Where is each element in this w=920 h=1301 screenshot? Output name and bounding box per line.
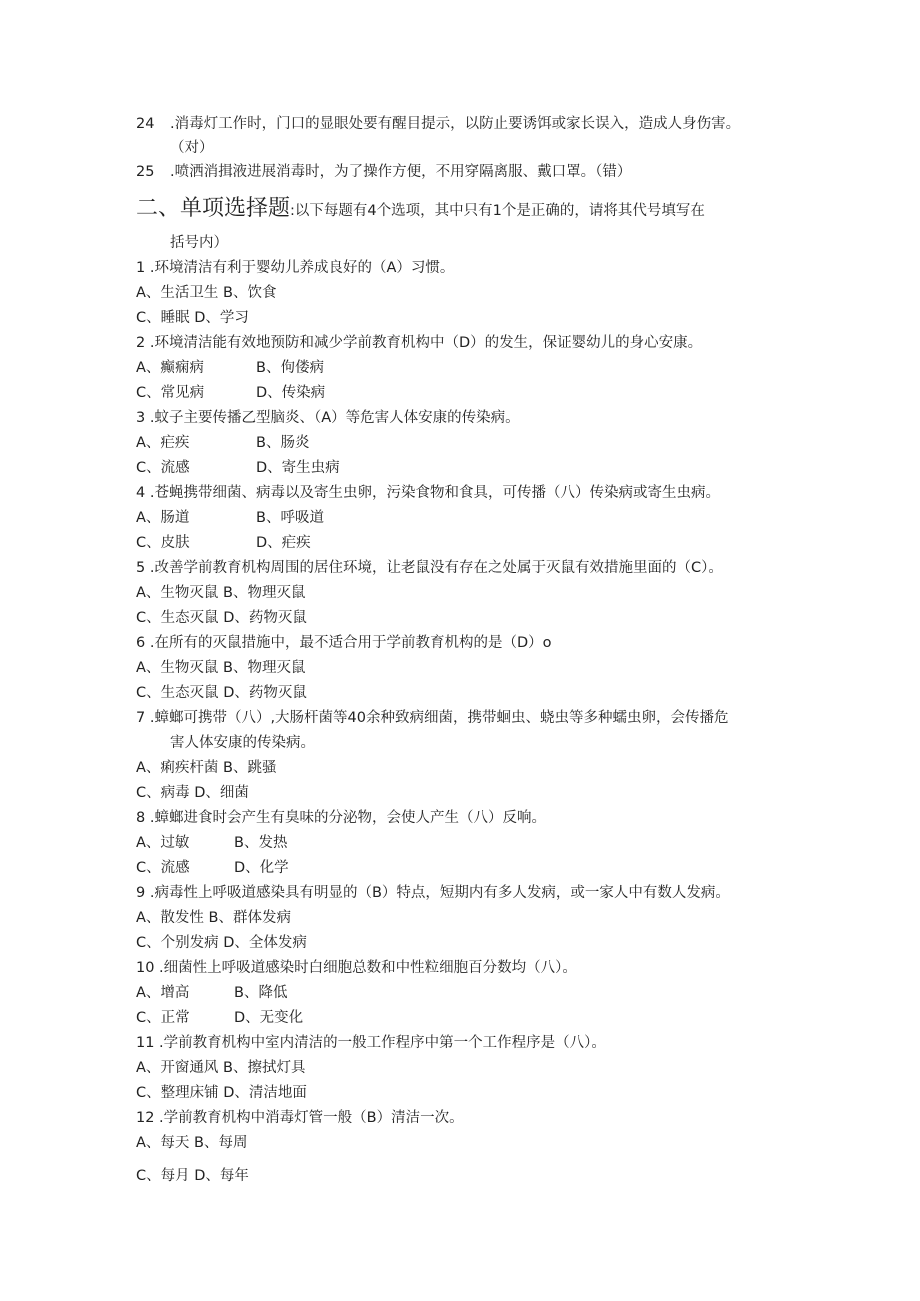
tf-text: .消毒灯工作时，门口的显眼处要有醒目提示，以防止要诱饵或家长误入，造成人身伤害。 xyxy=(170,116,741,132)
options-row: C、每月 D、每年 xyxy=(136,1168,249,1184)
question-7: 7 .蟑螂可携带（八）,大肠杆菌等40余种致病细菌，携带蛔虫、蛲虫等多种蠕虫卵，会传播危 xyxy=(136,710,729,726)
tf-number: 25 xyxy=(136,164,155,180)
options-row: A、生活卫生 B、饮食 xyxy=(136,285,277,301)
tf-item-24-answer: （对） xyxy=(170,140,214,156)
question-9: 9 .病毒性上呼吸道感染具有明显的（B）特点，短期内有多人发病，或一家人中有数人发病。 xyxy=(136,885,730,901)
options-row: C、生态灭鼠 D、药物灭鼠 xyxy=(136,610,307,626)
option-d: D、疟疾 xyxy=(256,535,311,551)
option-d: D、寄生虫病 xyxy=(256,460,340,476)
question-4: 4 .苍蝇携带细菌、病毒以及寄生虫卵，污染食物和食具，可传播（八）传染病或寄生虫病。 xyxy=(136,485,720,501)
question-10: 10 .细菌性上呼吸道感染时白细胞总数和中性粒细胞百分数均（八）。 xyxy=(136,960,577,976)
section-description-cont: 括号内） xyxy=(170,235,228,251)
options-row xyxy=(136,1008,303,1028)
option-b: B、佝偻病 xyxy=(256,360,324,376)
options-row: A、生物灭鼠 B、物理灭鼠 xyxy=(136,585,306,601)
option-c: C、流感 xyxy=(136,460,190,476)
options-row: C、睡眠 D、学习 xyxy=(136,310,249,326)
question-7-cont: 害人体安康的传染病。 xyxy=(170,735,315,751)
option-b: B、发热 xyxy=(234,835,288,851)
section-heading xyxy=(136,196,705,222)
options-row: C、生态灭鼠 D、药物灭鼠 xyxy=(136,685,307,701)
option-c: C、正常 xyxy=(136,1010,190,1026)
question-12: 12 .学前教育机构中消毒灯管一般（B）清洁一次。 xyxy=(136,1110,464,1126)
options-row xyxy=(136,358,324,378)
option-b: B、肠炎 xyxy=(256,435,310,451)
question-1: 1 .环境清洁有利于婴幼儿养成良好的（A）习惯。 xyxy=(136,260,455,276)
options-row xyxy=(136,458,340,478)
option-d: D、传染病 xyxy=(256,385,326,401)
option-c: C、常见病 xyxy=(136,385,205,401)
options-row xyxy=(136,433,309,453)
question-3: 3 .蚊子主要传播乙型脑炎、（A）等危害人体安康的传染病。 xyxy=(136,410,520,426)
tf-item-25 xyxy=(136,162,631,182)
option-a: A、过敏 xyxy=(136,835,190,851)
section-title: 单项选择题 xyxy=(180,196,291,221)
question-6: 6 .在所有的灭鼠措施中，最不适合用于学前教育机构的是（D）o xyxy=(136,635,552,651)
tf-item-24 xyxy=(136,114,740,134)
options-row: C、病毒 D、细菌 xyxy=(136,785,249,801)
option-c: C、皮肤 xyxy=(136,535,190,551)
tf-text: .喷洒消揖液进展消毒时，为了操作方便，不用穿隔离服、戴口罩。（错） xyxy=(170,164,632,180)
options-row xyxy=(136,983,287,1003)
question-11: 11 .学前教育机构中室内清洁的一般工作程序中第一个工作程序是（八）。 xyxy=(136,1035,606,1051)
question-2: 2 .环境清洁能有效地预防和减少学前教育机构中（D）的发生，保证婴幼儿的身心安康。 xyxy=(136,335,703,351)
options-row xyxy=(136,533,311,553)
option-a: A、癫痫病 xyxy=(136,360,204,376)
options-row: A、痢疾杆菌 B、跳骚 xyxy=(136,760,277,776)
options-row: A、开窗通风 B、擦拭灯具 xyxy=(136,1060,306,1076)
options-row: C、整理床铺 D、清洁地面 xyxy=(136,1085,307,1101)
options-row: A、每天 B、每周 xyxy=(136,1135,248,1151)
option-d: D、化学 xyxy=(234,860,289,876)
option-c: C、流感 xyxy=(136,860,190,876)
section-prefix: 二、 xyxy=(136,196,181,221)
question-5: 5 .改善学前教育机构周围的居住环境，让老鼠没有存在之处属于灭鼠有效措施里面的（C）。 xyxy=(136,560,723,576)
options-row: C、个别发病 D、全体发病 xyxy=(136,935,307,951)
question-8: 8 .蟑螂进食时会产生有臭味的分泌物，会使人产生（八）反响。 xyxy=(136,810,546,826)
option-d: D、无变化 xyxy=(234,1010,304,1026)
options-row xyxy=(136,508,324,528)
options-row: A、散发性 B、群体发病 xyxy=(136,910,291,926)
options-row xyxy=(136,858,289,878)
option-b: B、降低 xyxy=(234,985,288,1001)
options-row xyxy=(136,833,287,853)
options-row xyxy=(136,383,325,403)
option-a: A、增高 xyxy=(136,985,190,1001)
options-row: A、生物灭鼠 B、物理灭鼠 xyxy=(136,660,306,676)
option-b: B、呼吸道 xyxy=(256,510,324,526)
tf-number: 24 xyxy=(136,116,155,132)
option-a: A、疟疾 xyxy=(136,435,190,451)
option-a: A、肠道 xyxy=(136,510,190,526)
section-description: :以下每题有4个选项，其中只有1个是正确的，请将其代号填写在 xyxy=(290,203,705,219)
